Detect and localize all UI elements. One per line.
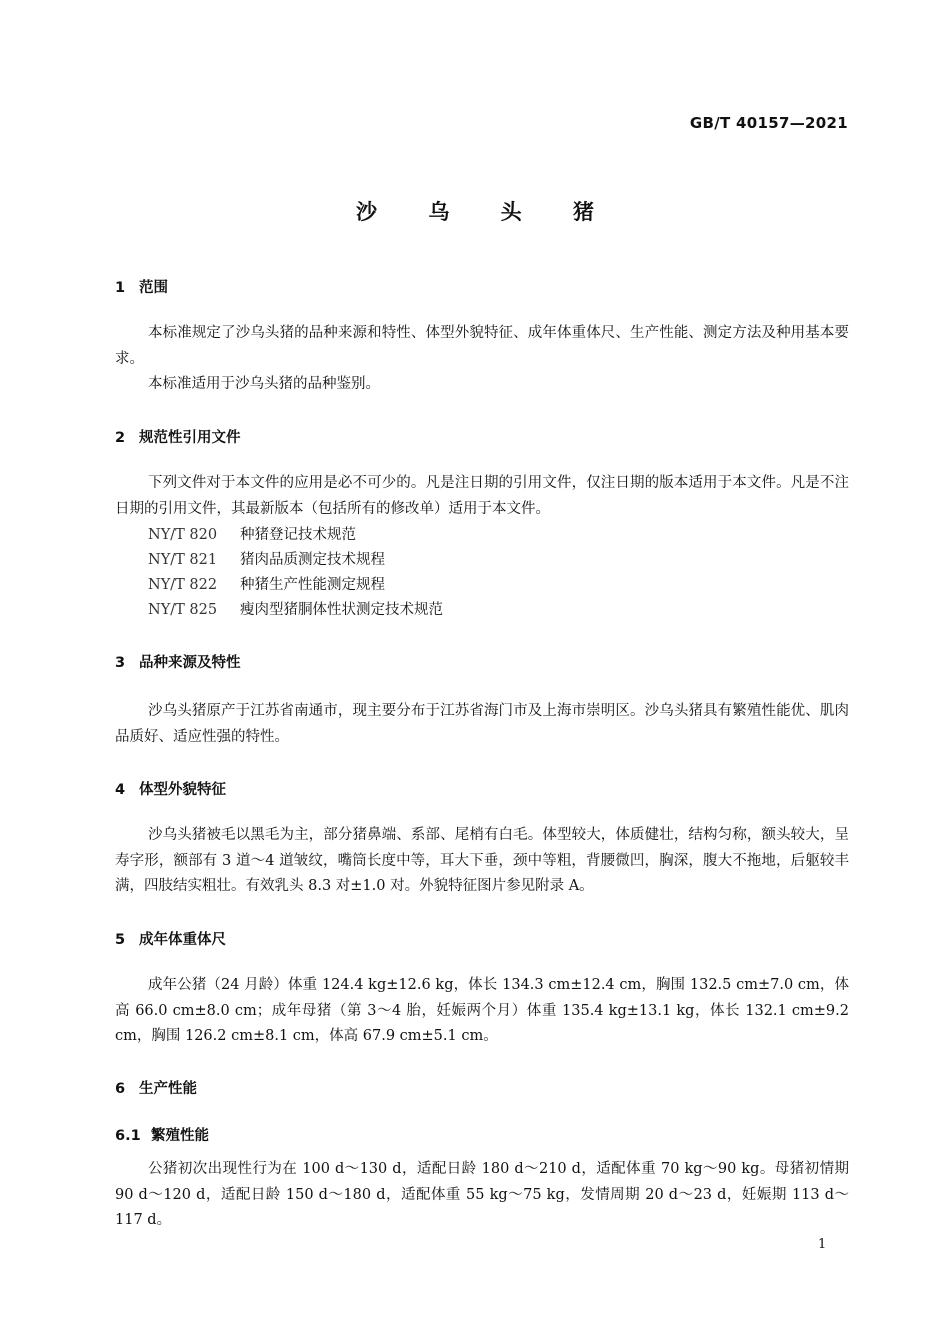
section-title: 规范性引用文件	[139, 430, 241, 446]
section-title: 成年体重体尺	[139, 932, 226, 948]
reference-title: 猪肉品质测定技术规程	[240, 552, 385, 568]
section-1-paragraph-2: 本标准适用于沙乌头猪的品种鉴别。	[148, 376, 380, 392]
reference-title: 种猪登记技术规范	[240, 527, 356, 543]
reference-code: NY/T 825	[148, 602, 218, 618]
section-1-heading	[115, 276, 168, 297]
section-6-heading	[115, 1077, 197, 1098]
page-number: 1	[818, 1237, 827, 1252]
section-number: 1	[115, 280, 126, 296]
document-title: 沙 乌 头 猪	[356, 200, 616, 224]
reference-title: 种猪生产性能测定规程	[240, 577, 385, 593]
section-6-1-heading	[115, 1124, 209, 1145]
section-number: 6.1	[115, 1128, 141, 1144]
section-number: 3	[115, 655, 126, 671]
reference-item	[148, 598, 443, 624]
standard-code: GB/T 40157—2021	[689, 114, 848, 132]
section-5-paragraph-1: 成年公猪（24 月龄）体重 124.4 kg±12.6 kg，体长 134.3 cm±12.4 cm，胸围 132.5 cm±7.0 cm，体高 66.0 cm±8.0 cm；成年母猪（第 3～4 胎，妊娠两个月）体重 135.4 kg±13.1 kg，体长 132.1 cm±9.2 cm，胸围 126.2 cm±8.1 cm，体高 67.9 cm±5.1 cm。	[115, 977, 849, 1044]
section-5-heading	[115, 928, 226, 949]
section-number: 6	[115, 1081, 126, 1097]
section-4-heading	[115, 778, 226, 799]
section-number: 4	[115, 782, 126, 798]
section-number: 2	[115, 430, 126, 446]
reference-code: NY/T 822	[148, 577, 218, 593]
section-title: 生产性能	[139, 1081, 197, 1097]
reference-item	[148, 573, 385, 599]
section-4-paragraph-1: 沙乌头猪被毛以黑毛为主，部分猪鼻端、系部、尾梢有白毛。体型较大，体质健壮，结构匀称，额头较大，呈寿字形，额部有 3 道～4 道皱纹，嘴筒长度中等，耳大下垂，颈中等粗，背腰微凹，胸深，腹大不拖地，后躯较丰满，四肢结实粗壮。有效乳头 8.3 对±1.0 对。外貌特征图片参见附录 A。	[115, 827, 849, 894]
section-1-paragraph-1: 本标准规定了沙乌头猪的品种来源和特性、体型外貌特征、成年体重体尺、生产性能、测定方法及种用基本要求。	[115, 325, 849, 367]
section-title: 范围	[139, 280, 168, 296]
reference-item	[148, 548, 385, 574]
section-number: 5	[115, 932, 126, 948]
section-title: 繁殖性能	[151, 1128, 209, 1144]
section-title: 品种来源及特性	[139, 655, 241, 671]
section-3-heading	[115, 651, 241, 672]
reference-title: 瘦肉型猪胴体性状测定技术规范	[240, 602, 443, 618]
section-2-paragraph-1: 下列文件对于本文件的应用是必不可少的。凡是注日期的引用文件，仅注日期的版本适用于本文件。凡是不注日期的引用文件，其最新版本（包括所有的修改单）适用于本文件。	[115, 475, 849, 517]
section-3-paragraph-1: 沙乌头猪原产于江苏省南通市，现主要分布于江苏省海门市及上海市崇明区。沙乌头猪具有繁殖性能优、肌肉品质好、适应性强的特性。	[115, 703, 849, 745]
reference-item	[148, 523, 356, 549]
section-6-1-paragraph-1: 公猪初次出现性行为在 100 d～130 d，适配日龄 180 d～210 d，适配体重 70 kg～90 kg。母猪初情期 90 d～120 d，适配日龄 150 d～180 d，适配体重 55 kg～75 kg，发情周期 20 d～23 d，妊娠期 113 d～117 d。	[115, 1161, 849, 1228]
section-title: 体型外貌特征	[139, 782, 226, 798]
section-2-heading	[115, 426, 241, 447]
reference-code: NY/T 820	[148, 527, 218, 543]
reference-code: NY/T 821	[148, 552, 218, 568]
